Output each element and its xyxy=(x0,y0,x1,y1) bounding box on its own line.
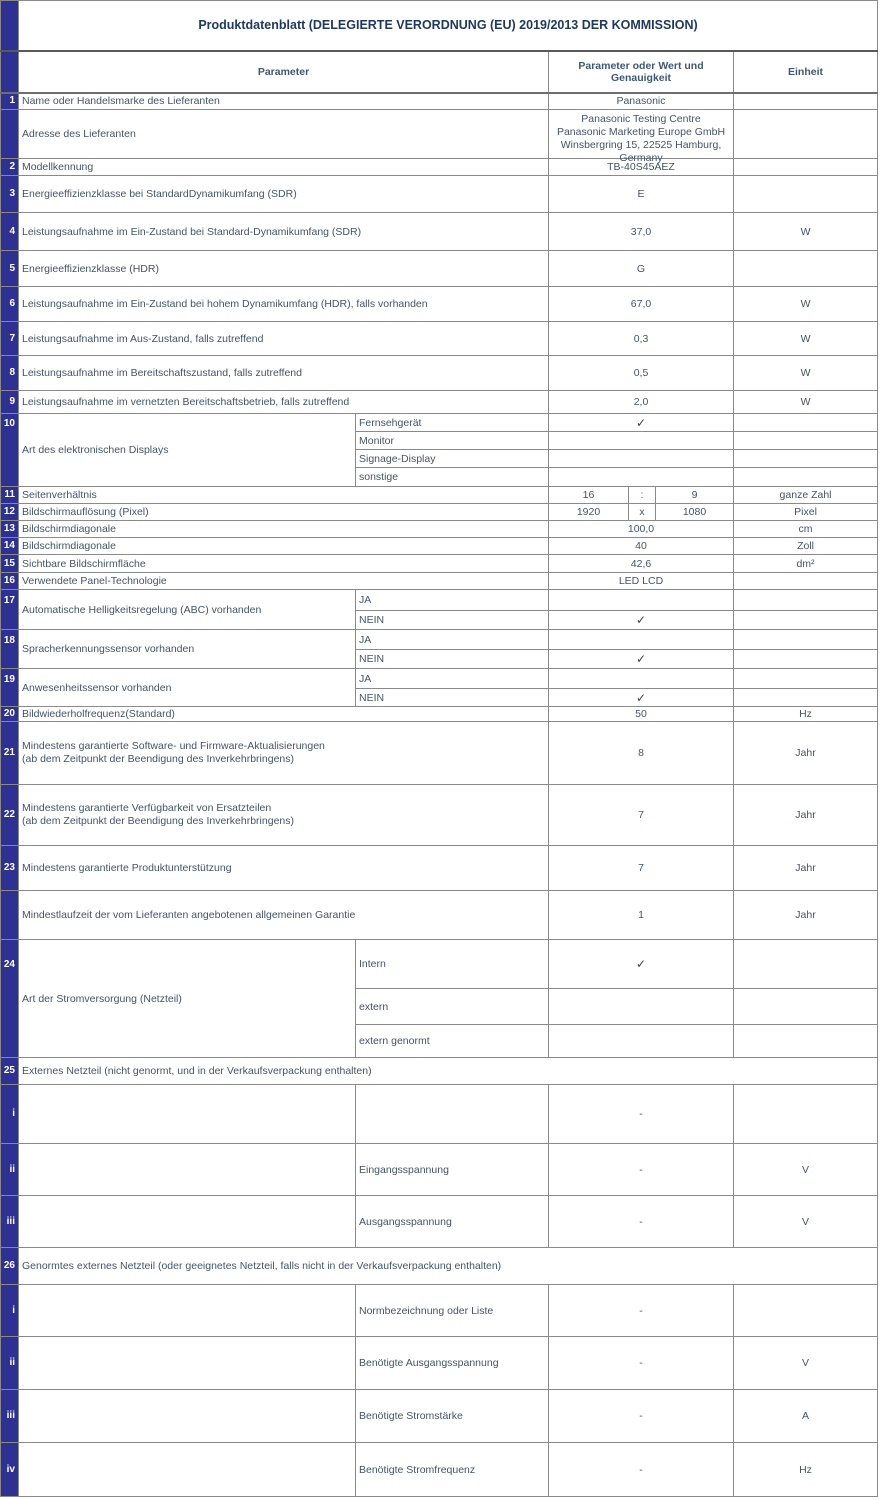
row-number: 8 xyxy=(1,356,19,391)
sub-parameter-label: Ausgangsspannung xyxy=(356,1196,549,1248)
parameter-label: Leistungsaufnahme im Bereitschaftszustand, falls zutreffend xyxy=(19,356,549,391)
parameter-label: Mindestlaufzeit der vom Lieferanten angebotenen allgemeinen Garantie xyxy=(19,891,549,940)
row-number: iv xyxy=(1,1443,19,1497)
sub-parameter-label: NEIN xyxy=(356,689,549,707)
parameter-label: Bildschirmdiagonale xyxy=(19,538,549,555)
sub-parameter-label: Monitor xyxy=(356,432,549,450)
unit-cell: V xyxy=(734,1144,878,1196)
parameter-label xyxy=(19,1337,356,1390)
row-number: iii xyxy=(1,1390,19,1443)
value-cell: - xyxy=(549,1085,734,1144)
value-cell xyxy=(549,432,734,450)
unit-cell: Jahr xyxy=(734,846,878,891)
value-cell xyxy=(549,1025,734,1058)
sub-parameter-label: sonstige xyxy=(356,468,549,487)
unit-cell xyxy=(734,669,878,689)
parameter-label: Verwendete Panel-Technologie xyxy=(19,573,549,590)
row-number: 24 xyxy=(1,940,19,1058)
value-cell-left: 16 xyxy=(549,487,629,504)
value-cell xyxy=(549,450,734,468)
column-header-parameter: Parameter xyxy=(19,51,549,93)
value-cell xyxy=(549,669,734,689)
table-row xyxy=(1,1248,878,1285)
sub-parameter-label: Eingangsspannung xyxy=(356,1144,549,1196)
row-number: 5 xyxy=(1,251,19,287)
table-row xyxy=(1,1390,878,1443)
header-row xyxy=(1,51,878,93)
value-cell-right: 9 xyxy=(656,487,734,504)
parameter-label: Leistungsaufnahme im Ein-Zustand bei hohem Dynamikumfang (HDR), falls vorhanden xyxy=(19,287,549,322)
row-number: 26 xyxy=(1,1248,19,1285)
value-cell: 37,0 xyxy=(549,213,734,251)
table-row xyxy=(1,1196,878,1248)
table-row xyxy=(1,1085,878,1144)
row-number: 22 xyxy=(1,785,19,846)
table-row xyxy=(1,176,878,213)
table-row xyxy=(1,846,878,891)
parameter-label-full: Genormtes externes Netzteil (oder geeignetes Netzteil, falls nicht in der Verkaufsverpackung enthalten) xyxy=(19,1248,878,1285)
parameter-label: Sichtbare Bildschirmfläche xyxy=(19,555,549,573)
unit-cell: dm² xyxy=(734,555,878,573)
column-header-unit: Einheit xyxy=(734,51,878,93)
unit-cell xyxy=(734,940,878,989)
table-row xyxy=(1,940,878,989)
sub-parameter-label xyxy=(356,1085,549,1144)
row-number xyxy=(1,891,19,940)
row-number: i xyxy=(1,1085,19,1144)
parameter-label: Automatische Helligkeitsregelung (ABC) vorhanden xyxy=(19,590,356,630)
value-cell: 50 xyxy=(549,707,734,722)
unit-cell: W xyxy=(734,287,878,322)
parameter-label xyxy=(19,1085,356,1144)
table-row xyxy=(1,159,878,176)
sub-parameter-label: Signage-Display xyxy=(356,450,549,468)
row-number: 2 xyxy=(1,159,19,176)
parameter-label: Bildwiederholfrequenz(Standard) xyxy=(19,707,549,722)
parameter-label xyxy=(19,1144,356,1196)
checkmark-cell: ✓ xyxy=(549,650,734,669)
unit-cell xyxy=(734,110,878,159)
value-cell-lines: Panasonic Testing Centre Panasonic Marketing Europe GmbH Winsbergring 15, 22525 Hamburg, Germany xyxy=(556,113,726,164)
table-row xyxy=(1,287,878,322)
value-cell: E xyxy=(549,176,734,213)
unit-cell xyxy=(734,450,878,468)
parameter-label: Leistungsaufnahme im Ein-Zustand bei Standard-Dynamikumfang (SDR) xyxy=(19,213,549,251)
value-cell: 40 xyxy=(549,538,734,555)
row-number: 4 xyxy=(1,213,19,251)
unit-cell xyxy=(734,590,878,611)
table-row xyxy=(1,521,878,538)
parameter-label xyxy=(19,785,549,846)
table-row xyxy=(1,213,878,251)
table-row xyxy=(1,1337,878,1390)
value-cell xyxy=(549,468,734,487)
unit-cell: V xyxy=(734,1337,878,1390)
sub-parameter-label: NEIN xyxy=(356,650,549,669)
table-row xyxy=(1,356,878,391)
sub-parameter-label: extern genormt xyxy=(356,1025,549,1058)
row-number: 13 xyxy=(1,521,19,538)
row-number: 18 xyxy=(1,630,19,669)
table-row xyxy=(1,487,878,504)
sub-parameter-label: Benötigte Ausgangsspannung xyxy=(356,1337,549,1390)
table-body xyxy=(1,1,878,1497)
table-row xyxy=(1,891,878,940)
stripe-corner xyxy=(1,1,19,51)
sub-parameter-label: JA xyxy=(356,590,549,611)
row-number: 23 xyxy=(1,846,19,891)
parameter-label: Spracherkennungssensor vorhanden xyxy=(19,630,356,669)
row-number: 14 xyxy=(1,538,19,555)
unit-cell: Pixel xyxy=(734,504,878,521)
table-row xyxy=(1,322,878,356)
unit-cell: cm xyxy=(734,521,878,538)
checkmark-cell: ✓ xyxy=(549,611,734,630)
row-number: 3 xyxy=(1,176,19,213)
parameter-label: Adresse des Lieferanten xyxy=(19,110,549,159)
unit-cell xyxy=(734,611,878,630)
parameter-label: Art des elektronischen Displays xyxy=(19,414,356,487)
unit-cell xyxy=(734,159,878,176)
table-row xyxy=(1,707,878,722)
value-cell: - xyxy=(549,1196,734,1248)
parameter-label: Modellkennung xyxy=(19,159,549,176)
parameter-label-lines: Mindestens garantierte Verfügbarkeit von Ersatzteilen (ab dem Zeitpunkt der Beendigung des Inverkehrbringens) xyxy=(22,802,294,827)
table-row xyxy=(1,110,878,159)
parameter-label: Leistungsaufnahme im vernetzten Bereitschaftsbetrieb, falls zutreffend xyxy=(19,391,549,414)
value-cell xyxy=(549,590,734,611)
value-cell: - xyxy=(549,1285,734,1337)
table-row xyxy=(1,630,878,650)
value-cell: - xyxy=(549,1443,734,1497)
stripe-header-segment xyxy=(1,51,19,93)
value-cell: 0,3 xyxy=(549,322,734,356)
parameter-label: Energieeffizienzklasse bei StandardDynamikumfang (SDR) xyxy=(19,176,549,213)
row-number: 6 xyxy=(1,287,19,322)
parameter-label: Leistungsaufnahme im Aus-Zustand, falls zutreffend xyxy=(19,322,549,356)
table-row xyxy=(1,391,878,414)
value-cell: - xyxy=(549,1144,734,1196)
checkmark-cell: ✓ xyxy=(549,689,734,707)
column-header-value: Parameter oder Wert und Genauigkeit xyxy=(549,51,734,93)
value-cell: 42,6 xyxy=(549,555,734,573)
unit-cell: Zoll xyxy=(734,538,878,555)
parameter-label xyxy=(19,722,549,785)
table-row xyxy=(1,414,878,432)
table-row xyxy=(1,573,878,590)
table-row xyxy=(1,93,878,110)
sub-parameter-label: Fernsehgerät xyxy=(356,414,549,432)
unit-cell xyxy=(734,689,878,707)
unit-cell: W xyxy=(734,356,878,391)
value-cell: 0,5 xyxy=(549,356,734,391)
unit-cell xyxy=(734,432,878,450)
unit-cell xyxy=(734,630,878,650)
value-cell: 8 xyxy=(549,722,734,785)
parameter-label: Bildschirmdiagonale xyxy=(19,521,549,538)
row-number: 11 xyxy=(1,487,19,504)
unit-cell xyxy=(734,989,878,1025)
value-separator: x xyxy=(629,504,656,521)
unit-cell: Jahr xyxy=(734,785,878,846)
row-number: iii xyxy=(1,1196,19,1248)
row-number: 20 xyxy=(1,707,19,722)
value-cell xyxy=(549,110,734,164)
sub-parameter-label: JA xyxy=(356,669,549,689)
value-cell: TB-40S45AEZ xyxy=(549,159,734,176)
sub-parameter-label: Benötigte Stromfrequenz xyxy=(356,1443,549,1497)
table-row xyxy=(1,1144,878,1196)
parameter-label: Art der Stromversorgung (Netzteil) xyxy=(19,940,356,1058)
unit-cell xyxy=(734,1285,878,1337)
parameter-label-lines: Mindestens garantierte Software- und Firmware-Aktualisierungen (ab dem Zeitpunkt der Beendigung des Inverkehrbringens) xyxy=(22,740,325,765)
sub-parameter-label: Benötigte Stromstärke xyxy=(356,1390,549,1443)
table-row xyxy=(1,555,878,573)
parameter-label-full: Externes Netzteil (nicht genormt, und in der Verkaufsverpackung enthalten) xyxy=(19,1058,878,1085)
parameter-label xyxy=(19,1196,356,1248)
checkmark-cell: ✓ xyxy=(549,940,734,989)
unit-cell xyxy=(734,650,878,669)
table-row xyxy=(1,251,878,287)
row-number: 9 xyxy=(1,391,19,414)
table-row xyxy=(1,1443,878,1497)
unit-cell xyxy=(734,251,878,287)
table-row xyxy=(1,1058,878,1085)
unit-cell xyxy=(734,414,878,432)
value-cell: 67,0 xyxy=(549,287,734,322)
parameter-label: Name oder Handelsmarke des Lieferanten xyxy=(19,93,549,110)
value-cell: 2,0 xyxy=(549,391,734,414)
row-number: 12 xyxy=(1,504,19,521)
row-number: ii xyxy=(1,1337,19,1390)
unit-cell: V xyxy=(734,1196,878,1248)
table-row xyxy=(1,538,878,555)
unit-cell: ganze Zahl xyxy=(734,487,878,504)
unit-cell: W xyxy=(734,213,878,251)
row-number: ii xyxy=(1,1144,19,1196)
unit-cell: Jahr xyxy=(734,891,878,940)
row-number: 17 xyxy=(1,590,19,630)
row-number: i xyxy=(1,1285,19,1337)
value-cell: LED LCD xyxy=(549,573,734,590)
value-cell: G xyxy=(549,251,734,287)
parameter-label: Bildschirmauflösung (Pixel) xyxy=(19,504,549,521)
value-cell: 100,0 xyxy=(549,521,734,538)
parameter-label: Energieeffizienzklasse (HDR) xyxy=(19,251,549,287)
sub-parameter-label: Intern xyxy=(356,940,549,989)
row-number xyxy=(1,110,19,159)
unit-cell: W xyxy=(734,322,878,356)
unit-cell xyxy=(734,93,878,110)
sub-parameter-label: JA xyxy=(356,630,549,650)
value-cell: 7 xyxy=(549,785,734,846)
row-number: 15 xyxy=(1,555,19,573)
sub-parameter-label: Normbezeichnung oder Liste xyxy=(356,1285,549,1337)
row-number: 16 xyxy=(1,573,19,590)
row-number: 21 xyxy=(1,722,19,785)
row-number: 10 xyxy=(1,414,19,487)
unit-cell: A xyxy=(734,1390,878,1443)
value-cell: - xyxy=(549,1390,734,1443)
value-cell: 7 xyxy=(549,846,734,891)
value-cell: Panasonic xyxy=(549,93,734,110)
unit-cell: W xyxy=(734,391,878,414)
value-cell xyxy=(549,989,734,1025)
parameter-label xyxy=(19,1390,356,1443)
unit-cell xyxy=(734,573,878,590)
unit-cell xyxy=(734,1025,878,1058)
unit-cell xyxy=(734,176,878,213)
unit-cell: Hz xyxy=(734,1443,878,1497)
table-row xyxy=(1,1285,878,1337)
row-number: 7 xyxy=(1,322,19,356)
unit-cell xyxy=(734,468,878,487)
parameter-label xyxy=(19,1443,356,1497)
value-cell-right: 1080 xyxy=(656,504,734,521)
table-row xyxy=(1,590,878,611)
table-row xyxy=(1,722,878,785)
value-separator: : xyxy=(629,487,656,504)
parameter-label: Seitenverhältnis xyxy=(19,487,549,504)
row-number: 19 xyxy=(1,669,19,707)
unit-cell: Hz xyxy=(734,707,878,722)
unit-cell xyxy=(734,1085,878,1144)
value-cell: 1 xyxy=(549,891,734,940)
value-cell: - xyxy=(549,1337,734,1390)
page-title: Produktdatenblatt (DELEGIERTE VERORDNUNG (EU) 2019/2013 DER KOMMISSION) xyxy=(19,1,878,51)
title-row xyxy=(1,1,878,51)
sub-parameter-label: extern xyxy=(356,989,549,1025)
value-cell xyxy=(549,630,734,650)
table-row xyxy=(1,504,878,521)
parameter-label: Mindestens garantierte Produktunterstützung xyxy=(19,846,549,891)
parameter-label xyxy=(19,1285,356,1337)
parameter-label: Anwesenheitssensor vorhanden xyxy=(19,669,356,707)
table-row xyxy=(1,669,878,689)
row-number: 25 xyxy=(1,1058,19,1085)
table-row xyxy=(1,785,878,846)
sub-parameter-label: NEIN xyxy=(356,611,549,630)
checkmark-cell: ✓ xyxy=(549,414,734,432)
row-number: 1 xyxy=(1,93,19,110)
value-cell-left: 1920 xyxy=(549,504,629,521)
unit-cell: Jahr xyxy=(734,722,878,785)
